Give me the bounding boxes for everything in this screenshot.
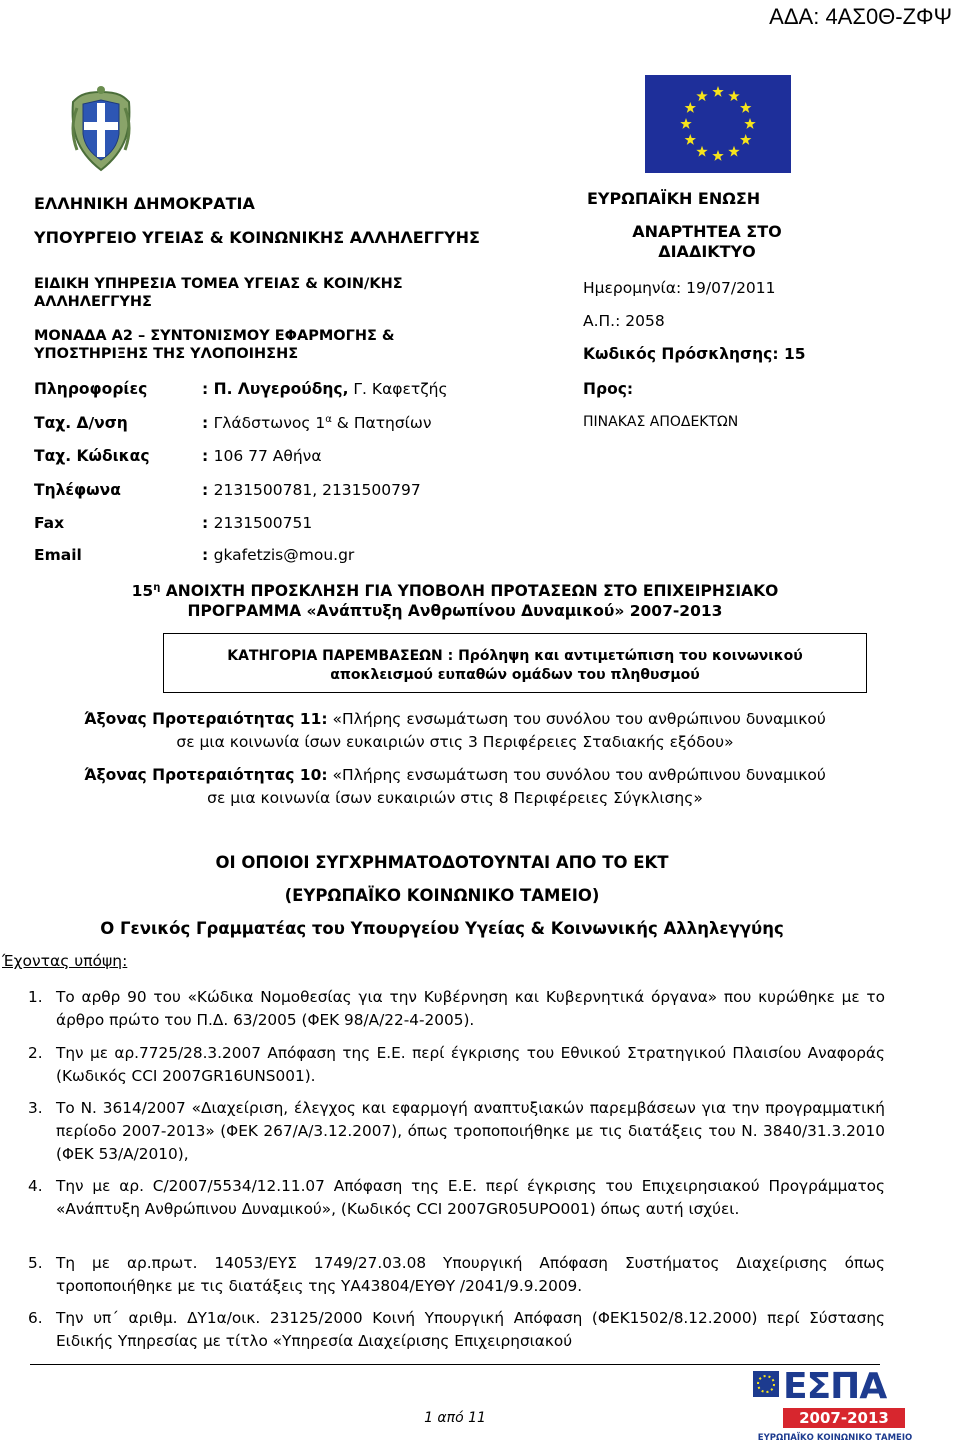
- espa-fund: ΕΥΡΩΠΑΪΚΟ ΚΟΙΝΩΝΙΚΟ ΤΑΜΕΙΟ: [757, 1433, 913, 1443]
- list-item: 3. Το Ν. 3614/2007 «Διαχείριση, έλεγχος και εφαρμογή αναπτυξιακών παρεμβάσεων για την προγραμματική περίοδο 2007-2013» (ΦΕΚ 267/Α/3.12.2007), όπως τροποποιήθηκε με τις διατάξεις του Ν. 3840/31.3.2010 (ΦΕΚ 53/Α/2010),: [28, 1099, 885, 1163]
- call-title-line-2: ΠΡΟΓΡΑΜΜΑ «Ανάπτυξη Ανθρωπίνου Δυναμικού» 2007-2013: [187, 602, 723, 620]
- post-online-line-1: ΑΝΑΡΤΗΤΕΑ ΣΤΟ: [632, 222, 782, 241]
- phones-value: : 2131500781, 2131500797: [202, 481, 421, 499]
- cofunded-line-1: ΟΙ ΟΠΟΙΟΙ ΣΥΓΧΡΗΜΑΤΟΔΟΤΟΥΝΤΑΙ ΑΠΟ ΤΟ ΕΚΤ: [215, 853, 669, 872]
- espa-logo: [753, 1367, 921, 1451]
- category-line-2: αποκλεισμού ευπαθών ομάδων του πληθυσμού: [330, 667, 700, 683]
- list-item: 1. Το αρθρ 90 του «Κώδικα Νομοθεσίας για την Κυβέρνηση και Κυβερνητικά όργανα» που κυρώθηκε με το άρθρο πρώτο του Π.Δ. 63/2005 (ΦΕΚ 98/Α/22-4-2005).: [28, 988, 885, 1029]
- ministry: ΥΠΟΥΡΓΕΙΟ ΥΓΕΙΑΣ & ΚΟΙΝΩΝΙΚΗΣ ΑΛΛΗΛΕΓΓΥΗΣ: [34, 228, 480, 247]
- call-title-line-1: $15^\eta$ ΑΝΟΙΧΤΗ ΠΡΟΣΚΛΗΣΗ ΓΙΑ ΥΠΟΒΟΛΗ ΠΡΟΤΑΣΕΩΝ ΣΤΟ ΕΠΙΧΕΙΡΗΣΙΑΚΟ: [131, 582, 779, 601]
- info-label: Πληροφορίες: [34, 380, 148, 398]
- axis-10-line-1: Άξονας Προτεραιότητας 10: «Πλήρης ενσωμάτωση του συνόλου του ανθρώπινου δυναμικού: [84, 766, 826, 784]
- eu-label: ΕΥΡΩΠΑΪΚΗ ΕΝΩΣΗ: [587, 189, 761, 208]
- date: Ημερομηνία: 19/07/2011: [583, 279, 776, 297]
- zip-value: : 106 77 Αθήνα: [202, 447, 322, 465]
- axis-11-line-2: σε μια κοινωνία ίσων ευκαιριών στις 3 Περιφέρειες Σταδιακής εξόδου»: [176, 733, 734, 751]
- list-item: 4. Την με αρ. C/2007/5534/12.11.07 Απόφαση της Ε.Ε. περί έγκρισης του Επιχειρησιακού Προγράμματος «Ανάπτυξη Ανθρώπινου Δυναμικού», (Κωδικός CCI 2007GR05UPO001) όπως αυτή ισχύει.: [28, 1177, 885, 1218]
- fax-value: : 2131500751: [202, 514, 313, 532]
- axis-10-line-2: σε μια κοινωνία ίσων ευκαιριών στις 8 Περιφέρειες Σύγκλισης»: [207, 789, 703, 807]
- axis-11-line-1: Άξονας Προτεραιότητας 11: «Πλήρης ενσωμάτωση του συνόλου του ανθρώπινου δυναμικού: [84, 710, 826, 728]
- post-online-line-2: ΔΙΑΔΙΚΤΥΟ: [658, 242, 756, 261]
- category-box: [163, 633, 867, 693]
- unit-line-1: ΜΟΝΑΔΑ Α2 – ΣΥΝΤΟΝΙΣΜΟΥ ΕΦΑΡΜΟΓΗΣ &: [34, 328, 395, 344]
- list-item: 2. Την με αρ.7725/28.3.2007 Απόφαση της Ε.Ε. περί έγκρισης του Εθνικού Στρατηγικού Πλαισίου Αναφοράς (Κωδικός CCI 2007GR16UNS001).: [28, 1044, 885, 1085]
- zip-label: Ταχ. Κώδικας: [34, 447, 150, 465]
- category-line-1: ΚΑΤΗΓΟΡΙΑ ΠΑΡΕΜΒΑΣΕΩΝ : Πρόληψη και αντιμετώπιση του κοινωνικού: [227, 648, 803, 664]
- considering-label: Έχοντας υπόψη:: [2, 952, 128, 970]
- page-number: 1 από 11: [424, 1410, 486, 1426]
- service-line-1: ΕΙΔΙΚΗ ΥΠΗΡΕΣΙΑ ΤΟΜΕΑ ΥΓΕΙΑΣ & ΚΟΙΝ/ΚΗΣ: [34, 276, 403, 292]
- ada-code: ΑΔΑ: 4ΑΣ0Θ-ΖΦΨ: [769, 4, 952, 29]
- espa-years: 2007-2013: [783, 1408, 905, 1428]
- secretary-general: Ο Γενικός Γραμματέας του Υπουργείου Υγείας & Κοινωνικής Αλληλεγγύης: [100, 919, 784, 938]
- address-label: Ταχ. Δ/νση: [34, 414, 128, 432]
- eu-mini-flag-icon: [753, 1371, 779, 1397]
- address-value: : Γλάδστωνος $1^\alpha$ & Πατησίων: [202, 414, 432, 433]
- email-value[interactable]: : gkafetzis@mou.gr: [202, 546, 355, 564]
- list-item: 6. Την υπ΄ αριθμ. ΔΥ1α/οικ. 23125/2000 Κοινή Υπουργική Απόφαση (ΦΕΚ1502/8.12.2000) περί Σύστασης Ειδικής Υπηρεσίας με τίτλο «Υπηρεσία Διαχείρισης Επιχειρησιακού: [28, 1309, 885, 1350]
- greek-coat-of-arms: [63, 78, 139, 178]
- protocol-number: Α.Π.: 2058: [583, 312, 665, 330]
- cofunded-line-2: (ΕΥΡΩΠΑΪΚΟ ΚΟΙΝΩΝΙΚΟ ΤΑΜΕΙΟ): [284, 886, 600, 905]
- service-line-2: ΑΛΛΗΛΕΓΓΥΗΣ: [34, 294, 152, 310]
- espa-text: ΕΣΠΑ: [783, 1366, 887, 1407]
- to-label: Προς:: [583, 380, 634, 398]
- call-code: Κωδικός Πρόσκλησης: 15: [583, 345, 806, 363]
- unit-line-2: ΥΠΟΣΤΗΡΙΞΗΣ ΤΗΣ ΥΛΟΠΟΙΗΣΗΣ: [34, 346, 299, 362]
- fax-label: Fax: [34, 514, 65, 532]
- eu-flag: [645, 75, 791, 173]
- list-item: 5. Τη με αρ.πρωτ. 14053/ΕΥΣ 1749/27.03.08 Υπουργική Απόφαση Συστήματος Διαχείρισης όπως τροποποιήθηκε με τις διατάξεις της ΥΑ43804/ΕΥΘΥ /2041/9.9.2009.: [28, 1254, 885, 1295]
- phones-label: Τηλέφωνα: [34, 481, 121, 499]
- email-label: Email: [34, 546, 82, 564]
- country: ΕΛΛΗΝΙΚΗ ΔΗΜΟΚΡΑΤΙΑ: [34, 194, 255, 213]
- footer-divider: [30, 1364, 880, 1365]
- info-value: : Π. Λυγερούδης, Γ. Καφετζής: [202, 380, 448, 398]
- recipients: ΠΙΝΑΚΑΣ ΑΠΟΔΕΚΤΩΝ: [583, 414, 739, 430]
